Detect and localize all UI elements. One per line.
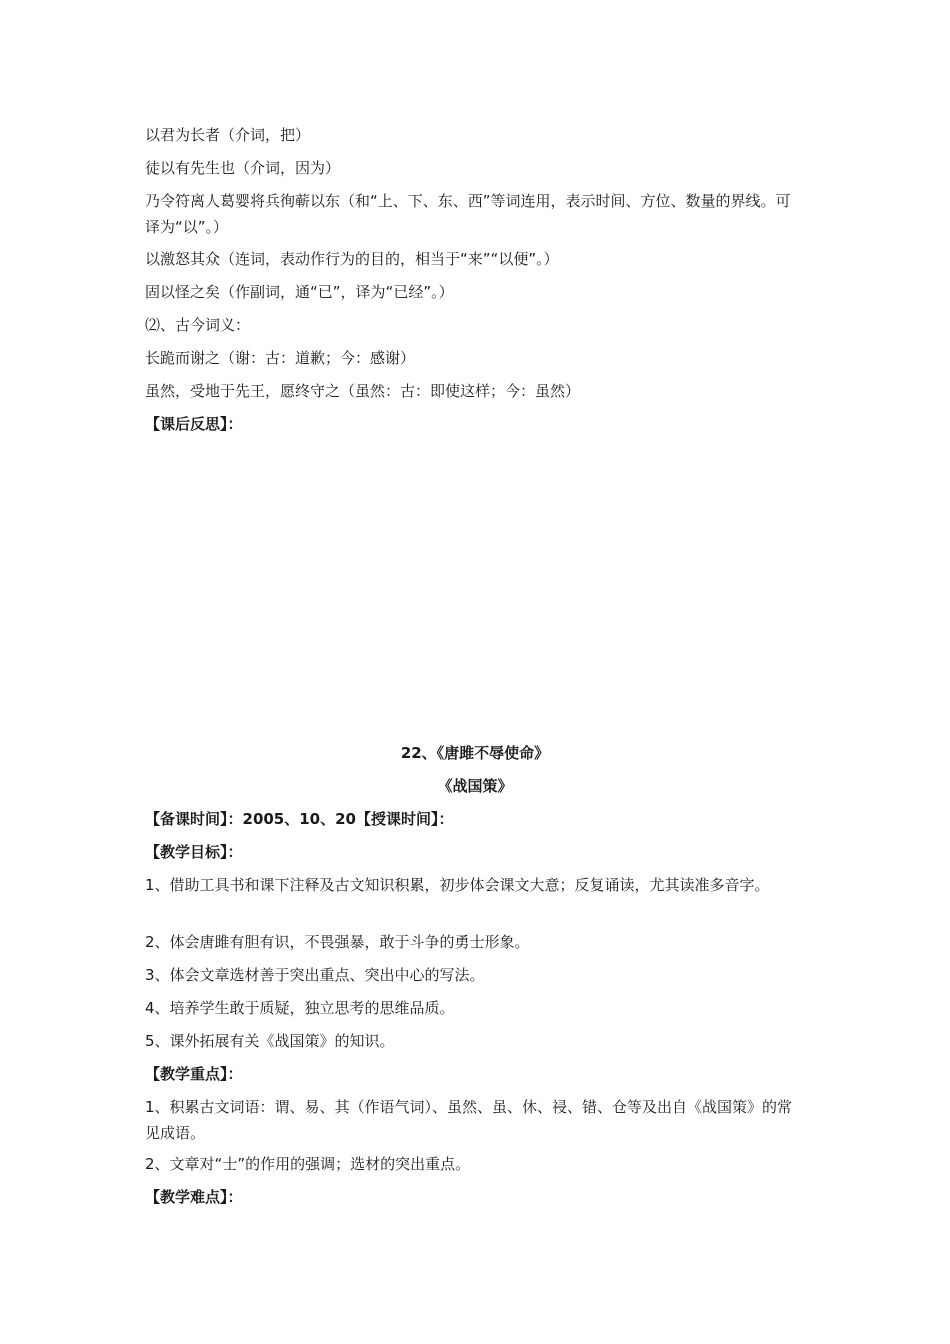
subheading-ancient-modern-meaning: ⑵、古今词义： [145, 316, 251, 334]
key-point-item-2: 2、文章对“士”的作用的强调；选材的突出重点。 [145, 1155, 471, 1173]
example-line-3: 乃令符离人葛婴将兵徇蕲以东（和“上、下、东、西”等词连用，表示时间、方位、数量的界线。可译为“以”。） [145, 192, 791, 236]
reflection-heading: 【课后反思】： [145, 415, 243, 433]
difficulties-heading: 【教学难点】： [145, 1188, 243, 1206]
lesson-title: 22、《唐雎不辱使命》 [400, 744, 550, 762]
example-line-5: 固以怪之矣（作副词，通“已”，译为“已经”。） [145, 283, 454, 301]
example-line-7: 虽然，受地于先王，愿终守之（虽然：古：即使这样；今：虽然） [145, 382, 581, 400]
goal-item-1: 1、借助工具书和课下注释及古文知识积累，初步体会课文大意；反复诵读，尤其读准多音字。 [145, 876, 770, 894]
prep-time-line: 【备课时间】：2005、10、20【授课时间】： [145, 810, 454, 828]
lesson-source: 《战国策》 [437, 777, 513, 795]
key-points-heading: 【教学重点】： [145, 1065, 243, 1083]
example-line-6: 长跪而谢之（谢：古：道歉；今：感谢） [145, 349, 416, 367]
example-line-4: 以激怒其众（连词，表动作行为的目的，相当于“来”“以便”。） [145, 250, 559, 268]
goal-item-3: 3、体会文章选材善于突出重点、突出中心的写法。 [145, 966, 485, 984]
key-point-item-1: 1、积累古文词语：谓、易、其（作语气词）、虽然、虽、休、祲、错、仓等及出自《战国策》的常见成语。 [145, 1098, 793, 1142]
goals-heading: 【教学目标】： [145, 843, 243, 861]
example-line-1: 以君为长者（介词，把） [145, 126, 311, 144]
goal-item-2: 2、体会唐雎有胆有识，不畏强暴，敢于斗争的勇士形象。 [145, 933, 530, 951]
example-line-2: 徒以有先生也（介词，因为） [145, 159, 341, 177]
goal-item-4: 4、培养学生敢于质疑，独立思考的思维品质。 [145, 999, 455, 1017]
goal-item-5: 5、课外拓展有关《战国策》的知识。 [145, 1032, 395, 1050]
